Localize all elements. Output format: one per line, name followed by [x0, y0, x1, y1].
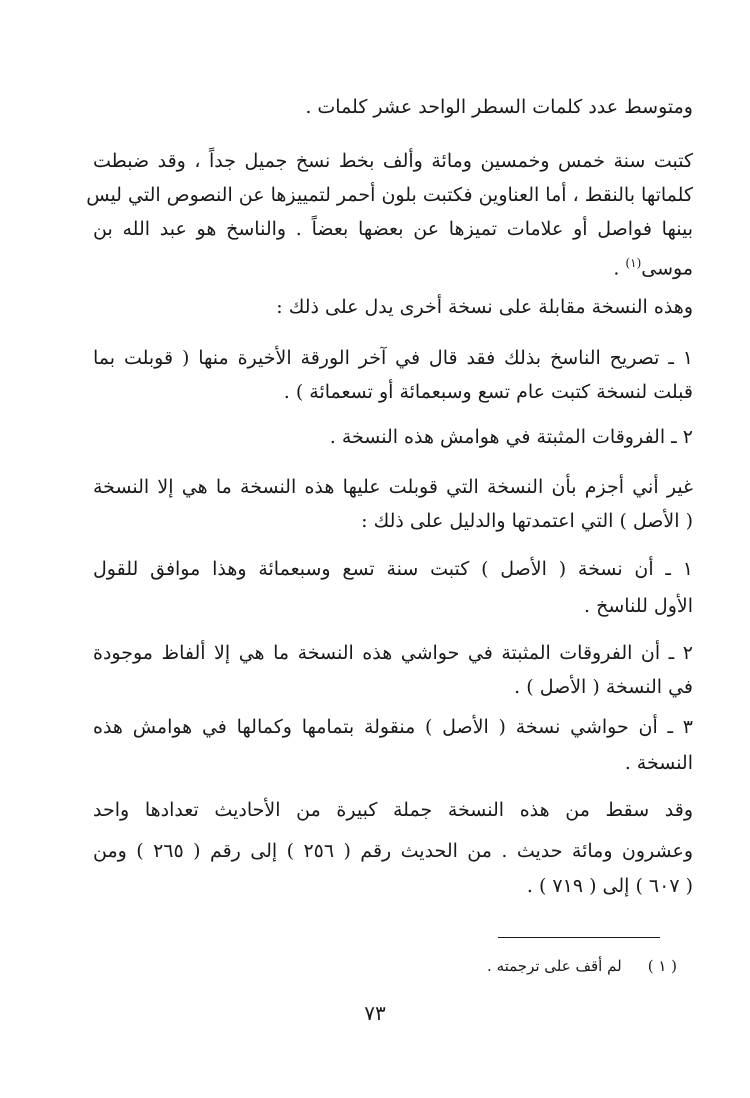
text-line: وقد سقط من هذه النسخة جملة كبيرة من الأحاديث تعدادها واحد	[93, 799, 693, 821]
footnote-text: لم أقف على ترجمته .	[487, 957, 622, 975]
text-line: ( ٦٠٧ ) إلى ( ٧١٩ ) .	[526, 875, 693, 897]
footnote-reference: (١)	[625, 256, 642, 270]
text-line: كلماتها بالنقط ، أما العناوين فكتبت بلون أحمر لتمييزها عن النصوص التي ليس	[86, 184, 693, 206]
text-line: في النسخة ( الأصل ) .	[514, 676, 693, 698]
text-line: ( الأصل ) التي اعتمدتها والدليل على ذلك :	[361, 510, 693, 532]
text-line: بينها فواصل أو علامات تميزها عن بعضها بعضاً . والناسخ هو عبد الله بن	[93, 218, 693, 240]
text-segment: موسى	[641, 257, 693, 280]
footnote-number: ( ١ )	[647, 957, 677, 975]
footnote	[487, 955, 677, 977]
footnote-separator	[498, 937, 660, 938]
text-line: وعشرون ومائة حديث . من الحديث رقم ( ٢٥٦ ) إلى رقم ( ٢٦٥ ) ومن	[93, 840, 694, 862]
text-line: غير أني أجزم بأن النسخة التي قوبلت عليها هذه النسخة ما هي إلا النسخة	[93, 476, 693, 498]
text-line: وهذه النسخة مقابلة على نسخة أخرى يدل على ذلك :	[276, 296, 693, 318]
text-line: ٣ ـ أن حواشي نسخة ( الأصل ) منقولة بتمامها وكمالها في هوامش هذه	[93, 716, 693, 738]
text-line: ومتوسط عدد كلمات السطر الواحد عشر كلمات .	[305, 96, 693, 118]
text-line: قبلت لنسخة كتبت عام تسع وسبعمائة أو تسعمائة ) .	[283, 381, 693, 403]
text-line: كتبت سنة خمس وخمسين ومائة وألف بخط نسخ جميل جداً ، وقد ضبطت	[93, 150, 693, 172]
text-line: النسخة .	[624, 752, 693, 774]
page-number: ٧٣	[364, 1001, 386, 1025]
text-line: ١ ـ تصريح الناسخ بذلك فقد قال في آخر الورقة الأخيرة منها ( قوبلت بما	[93, 347, 693, 369]
text-line: ٢ ـ الفروقات المثبتة في هوامش هذه النسخة .	[329, 426, 693, 448]
text-line: الأول للناسخ .	[584, 595, 693, 617]
text-line: ١ ـ أن نسخة ( الأصل ) كتبت سنة تسع وسبعمائة وهذا موافق للقول	[93, 558, 693, 580]
text-segment: .	[613, 257, 626, 280]
text-line	[93, 250, 693, 281]
text-line: ٢ ـ أن الفروقات المثبتة في حواشي هذه النسخة ما هي إلا ألفاظ موجودة	[93, 642, 693, 664]
